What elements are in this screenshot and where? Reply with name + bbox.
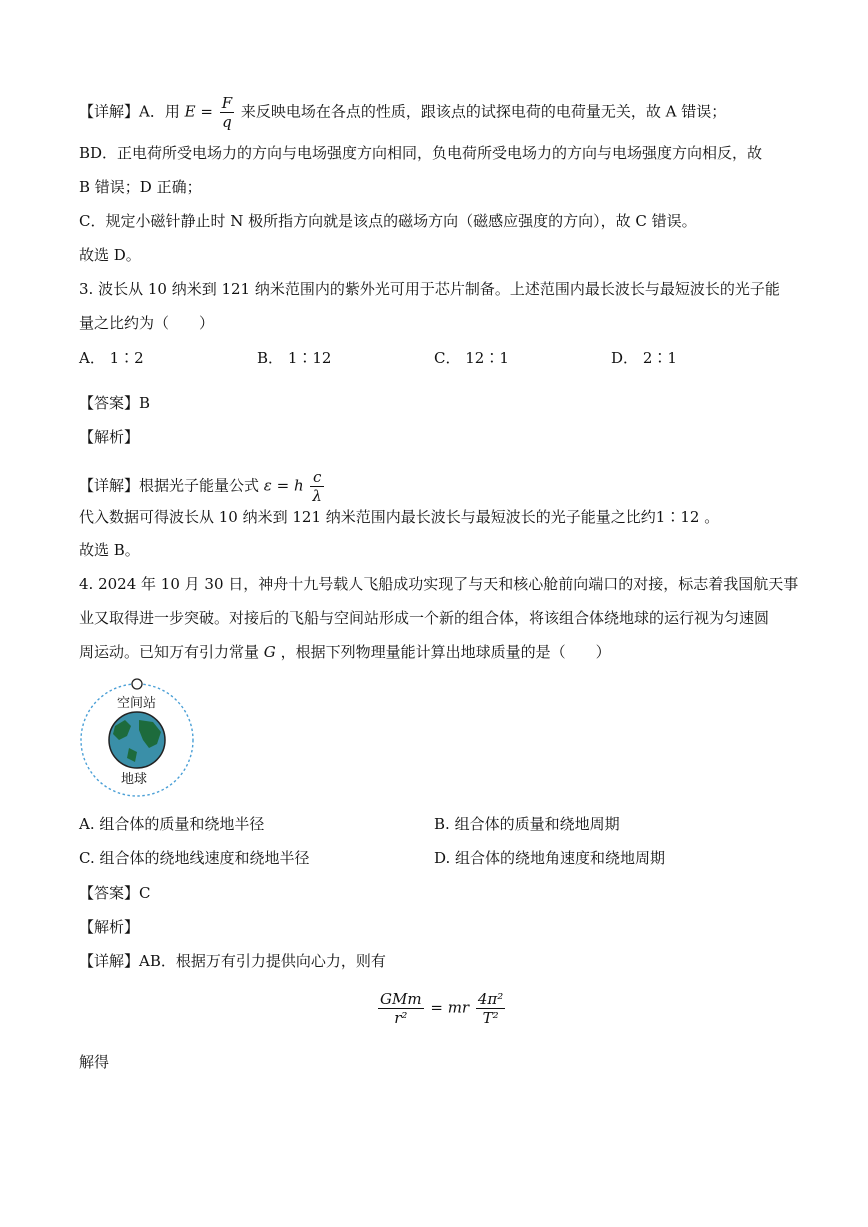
q3-conclusion: 故选 B。 [79, 541, 140, 559]
q4-detail: 【详解】AB．根据万有引力提供向心力，则有 [79, 952, 386, 970]
q3-option-b-text: 1∶12 [287, 349, 332, 367]
q4-eq-mid: = mr [430, 998, 470, 1017]
q4-option-d-letter: D. [434, 849, 451, 867]
q3-detail-1 [79, 468, 326, 505]
q4-stem-3-var: G [263, 643, 276, 661]
q2-detail-suffix: 来反映电场在各点的性质，跟该点的试探电荷的电荷量无关，故 A 错误； [240, 102, 727, 121]
q4-option-d-text: 组合体的绕地角速度和绕地周期 [455, 849, 666, 867]
q3-option-a-letter: A． [79, 349, 105, 367]
q3-option-d-letter: D． [611, 349, 639, 367]
q4-option-b-text: 组合体的质量和绕地周期 [454, 815, 620, 833]
q4-option-a [79, 814, 264, 834]
q3-option-c [434, 348, 509, 368]
q3-detail-2: 代入数据可得波长从 10 纳米到 121 纳米范围内最长波长与最短波长的光子能量之比约1∶12 。 [79, 508, 720, 526]
q4-option-c [79, 848, 310, 868]
q4-analysis: 【解析】 [79, 918, 140, 936]
q4-eq-right [476, 990, 505, 1027]
q3-option-a [79, 348, 144, 368]
q3-option-c-letter: C． [434, 349, 461, 367]
q4-solve: 解得 [79, 1053, 110, 1071]
q3-option-c-text: 12∶1 [465, 349, 509, 367]
q2-detail-a [79, 94, 726, 131]
q4-option-a-text: 组合体的质量和绕地半径 [99, 815, 265, 833]
q4-option-b-letter: B. [434, 815, 450, 833]
q2-detail-bd2: B 错误；D 正确； [79, 178, 202, 196]
q4-option-b [434, 814, 620, 834]
q3-option-a-text: 1∶2 [109, 349, 144, 367]
q2-detail-c: C．规定小磁针静止时 N 极所指方向就是该点的磁场方向（磁感应强度的方向），故 C 错误。 [79, 212, 697, 230]
q2-frac-num: F [221, 94, 233, 112]
q3-option-b [257, 348, 331, 368]
q4-stem-2: 业又取得进一步突破。对接后的飞船与空间站形成一个新的组合体，将该组合体绕地球的运行视为匀速圆 [79, 609, 770, 627]
q4-eq-right-den: T² [476, 1008, 505, 1027]
q3-option-d [611, 348, 677, 368]
q3-answer: 【答案】B [79, 394, 151, 412]
earth-label: 地球 [121, 772, 148, 787]
q3-detail-prefix: 【详解】根据光子能量公式 [79, 476, 260, 495]
q2-frac-den: q [220, 112, 234, 131]
q4-eq-left-num: GMm [380, 990, 422, 1008]
q3-formula-lhs: ε = h [263, 476, 304, 495]
q3-stem-2: 量之比约为（ ） [79, 314, 215, 332]
q4-eq-left [378, 990, 424, 1027]
space-station-icon [132, 679, 142, 689]
q4-equation [376, 990, 507, 1027]
q3-formula-den: λ [312, 487, 322, 505]
q4-eq-left-den: r² [378, 1008, 424, 1027]
q3-option-d-text: 2∶1 [642, 349, 677, 367]
q4-stem-3-prefix: 周运动。已知万有引力常量 [79, 643, 260, 661]
q3-analysis: 【解析】 [79, 428, 140, 446]
q3-option-b-letter: B． [257, 349, 284, 367]
station-label: 空间站 [117, 696, 157, 711]
q4-eq-right-num: 4π² [477, 990, 504, 1008]
q4-option-c-text: 组合体的绕地线速度和绕地半径 [99, 849, 310, 867]
q2-conclusion: 故选 D。 [79, 246, 141, 264]
q2-detail-prefix: 【详解】A．用 [79, 102, 180, 121]
q4-option-a-letter: A. [79, 815, 95, 833]
q3-formula-fraction [310, 468, 324, 505]
q2-eq-lhs: E = [184, 102, 213, 121]
q2-detail-bd1: BD．正电荷所受电场力的方向与电场强度方向相同，负电荷所受电场力的方向与电场强度方向相反，故 [79, 144, 763, 162]
orbit-diagram [79, 678, 199, 798]
q3-formula-num: c [312, 468, 322, 486]
q2-fraction [220, 94, 234, 131]
q4-answer: 【答案】C [79, 884, 151, 902]
q4-stem-3 [79, 642, 611, 662]
q4-option-d [434, 848, 665, 868]
q4-option-c-letter: C. [79, 849, 95, 867]
q4-stem-3-suffix: ，根据下列物理量能计算出地球质量的是（ ） [280, 643, 611, 661]
q4-stem-1: 4. 2024 年 10 月 30 日，神舟十九号载人飞船成功实现了与天和核心舱前向端口的对接，标志着我国航天事 [79, 575, 799, 593]
q3-stem-1: 3. 波长从 10 纳米到 121 纳米范围内的紫外光可用于芯片制备。上述范围内最长波长与最短波长的光子能 [79, 280, 780, 298]
